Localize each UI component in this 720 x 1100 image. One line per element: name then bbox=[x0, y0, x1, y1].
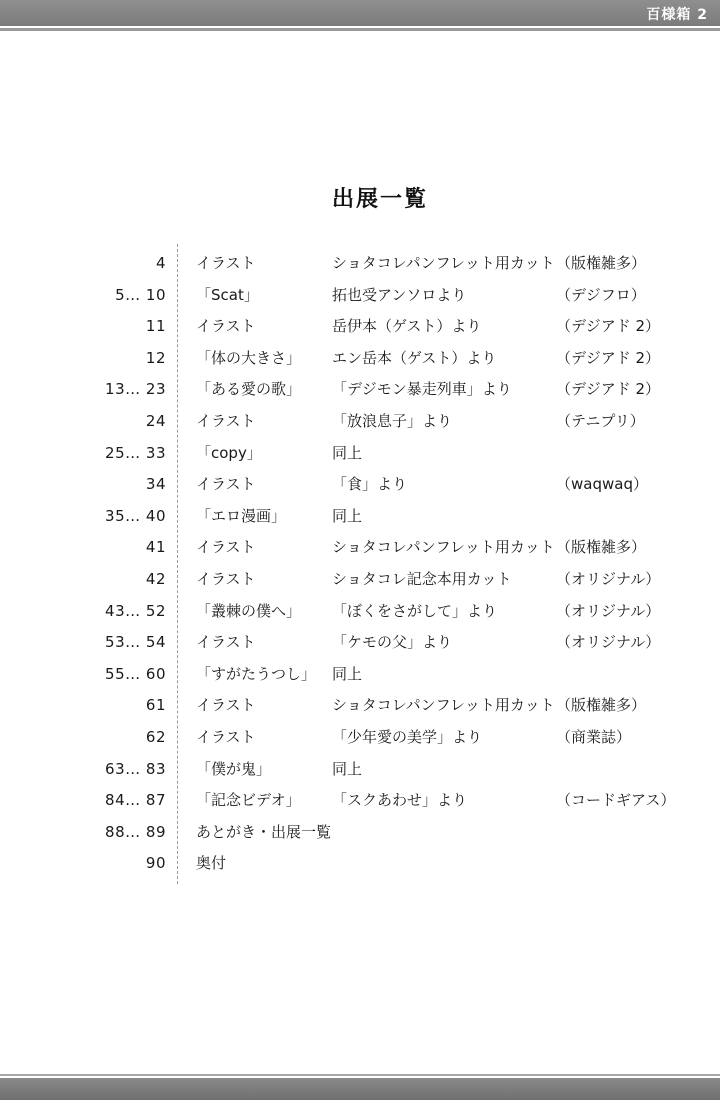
contents-list bbox=[0, 249, 720, 881]
list-item bbox=[0, 470, 720, 502]
page-range: 4 bbox=[155, 254, 166, 272]
source: エン岳本（ゲスト）より bbox=[332, 348, 497, 367]
work-title: 「エロ漫画」 bbox=[196, 506, 287, 525]
page-range: 5… 10 bbox=[115, 285, 166, 304]
list-item bbox=[0, 818, 720, 850]
source: 「少年愛の美学」より bbox=[332, 727, 483, 746]
source: 「ケモの父」より bbox=[332, 633, 453, 652]
list-item bbox=[0, 407, 720, 439]
work-title: 「ある愛の歌」 bbox=[196, 380, 302, 399]
list-item bbox=[0, 597, 720, 629]
work-title: 「体の大きさ」 bbox=[196, 348, 302, 367]
source: 拓也受アンソロより bbox=[332, 285, 467, 304]
list-item bbox=[0, 533, 720, 565]
page-range: 43… 52 bbox=[105, 601, 166, 620]
source: 同上 bbox=[332, 664, 363, 683]
page-range: 42 bbox=[145, 569, 166, 588]
genre: （waqwaq） bbox=[556, 475, 648, 494]
work-title: イラスト bbox=[196, 633, 256, 652]
list-item bbox=[0, 849, 720, 881]
page-range: 62 bbox=[145, 727, 166, 746]
page-range: 63… 83 bbox=[105, 759, 166, 778]
source: 「放浪息子」より bbox=[332, 411, 453, 430]
list-item bbox=[0, 628, 720, 660]
genre: （テニプリ） bbox=[556, 411, 645, 430]
work-title: 「copy」 bbox=[196, 443, 262, 462]
page-range: 90 bbox=[145, 854, 166, 873]
work-title: イラスト bbox=[196, 569, 256, 588]
page-title: 出展一覧 bbox=[331, 187, 428, 212]
work-title: イラスト bbox=[196, 254, 256, 272]
list-item bbox=[0, 660, 720, 692]
list-item bbox=[0, 565, 720, 597]
genre: （オリジナル） bbox=[556, 601, 661, 620]
genre: （デジアド 2） bbox=[556, 348, 661, 367]
footer-rule bbox=[0, 1074, 720, 1076]
list-item bbox=[0, 691, 720, 723]
list-item bbox=[0, 249, 720, 281]
work-title: イラスト bbox=[196, 475, 256, 494]
book-title-label: 百様箱 2 bbox=[646, 7, 708, 23]
list-item bbox=[0, 723, 720, 755]
page-range: 34 bbox=[145, 475, 166, 494]
list-item bbox=[0, 375, 720, 407]
genre: （デジアド 2） bbox=[556, 380, 661, 399]
genre: （デジアド 2） bbox=[556, 317, 661, 336]
work-title: 「すがたうつし」 bbox=[196, 664, 317, 683]
work-title: イラスト bbox=[196, 696, 256, 715]
work-title: イラスト bbox=[196, 411, 256, 430]
list-item bbox=[0, 755, 720, 787]
source: 「ぼくをさがして」より bbox=[332, 601, 498, 620]
list-item bbox=[0, 786, 720, 818]
work-title: 「叢棘の僕へ」 bbox=[196, 601, 302, 620]
genre: （版権雑多） bbox=[556, 538, 647, 557]
page-range: 25… 33 bbox=[105, 443, 166, 462]
source: 岳伊本（ゲスト）より bbox=[332, 317, 482, 336]
genre: （版権雑多） bbox=[556, 696, 647, 715]
page-range: 12 bbox=[145, 348, 166, 367]
page-range: 13… 23 bbox=[105, 380, 166, 399]
page-range: 55… 60 bbox=[105, 664, 166, 683]
page-range: 41 bbox=[145, 538, 166, 557]
source: 「スクあわせ」より bbox=[332, 791, 468, 810]
page-range: 88… 89 bbox=[105, 822, 166, 841]
list-item bbox=[0, 312, 720, 344]
list-item bbox=[0, 502, 720, 534]
source: ショタコレパンフレット用カット bbox=[332, 696, 555, 715]
source: ショタコレパンフレット用カット bbox=[332, 254, 555, 272]
work-title: あとがき・出展一覧 bbox=[196, 822, 332, 841]
page-range: 61 bbox=[145, 696, 166, 715]
source: 「デジモン暴走列車」より bbox=[332, 380, 512, 399]
source: 「食」より bbox=[332, 475, 408, 494]
list-item bbox=[0, 281, 720, 313]
work-title: 「僕が鬼」 bbox=[196, 759, 272, 778]
work-title: 奥付 bbox=[196, 854, 227, 873]
work-title: 「Scat」 bbox=[196, 285, 259, 304]
genre: （オリジナル） bbox=[556, 569, 661, 588]
work-title: イラスト bbox=[196, 538, 256, 557]
genre: （コードギアス） bbox=[556, 791, 676, 810]
genre: （デジフロ） bbox=[556, 285, 646, 304]
source: ショタコレ記念本用カット bbox=[332, 569, 512, 588]
page-range: 53… 54 bbox=[105, 633, 166, 652]
source: 同上 bbox=[332, 759, 363, 778]
genre: （オリジナル） bbox=[556, 633, 661, 652]
page-range: 35… 40 bbox=[105, 506, 166, 525]
page-range: 11 bbox=[145, 317, 166, 336]
list-item bbox=[0, 439, 720, 471]
page-range: 84… 87 bbox=[105, 791, 166, 810]
source: 同上 bbox=[332, 443, 363, 462]
work-title: イラスト bbox=[196, 317, 256, 336]
header-rule bbox=[0, 28, 720, 31]
page-range: 24 bbox=[145, 411, 166, 430]
source: 同上 bbox=[332, 506, 363, 525]
list-item bbox=[0, 344, 720, 376]
genre: （版権雑多） bbox=[556, 254, 647, 272]
work-title: 「記念ビデオ」 bbox=[196, 791, 301, 810]
source: ショタコレパンフレット用カット bbox=[332, 538, 555, 557]
header-band bbox=[0, 0, 720, 26]
genre: （商業誌） bbox=[556, 727, 632, 746]
work-title: イラスト bbox=[196, 727, 256, 746]
footer-band bbox=[0, 1078, 720, 1100]
